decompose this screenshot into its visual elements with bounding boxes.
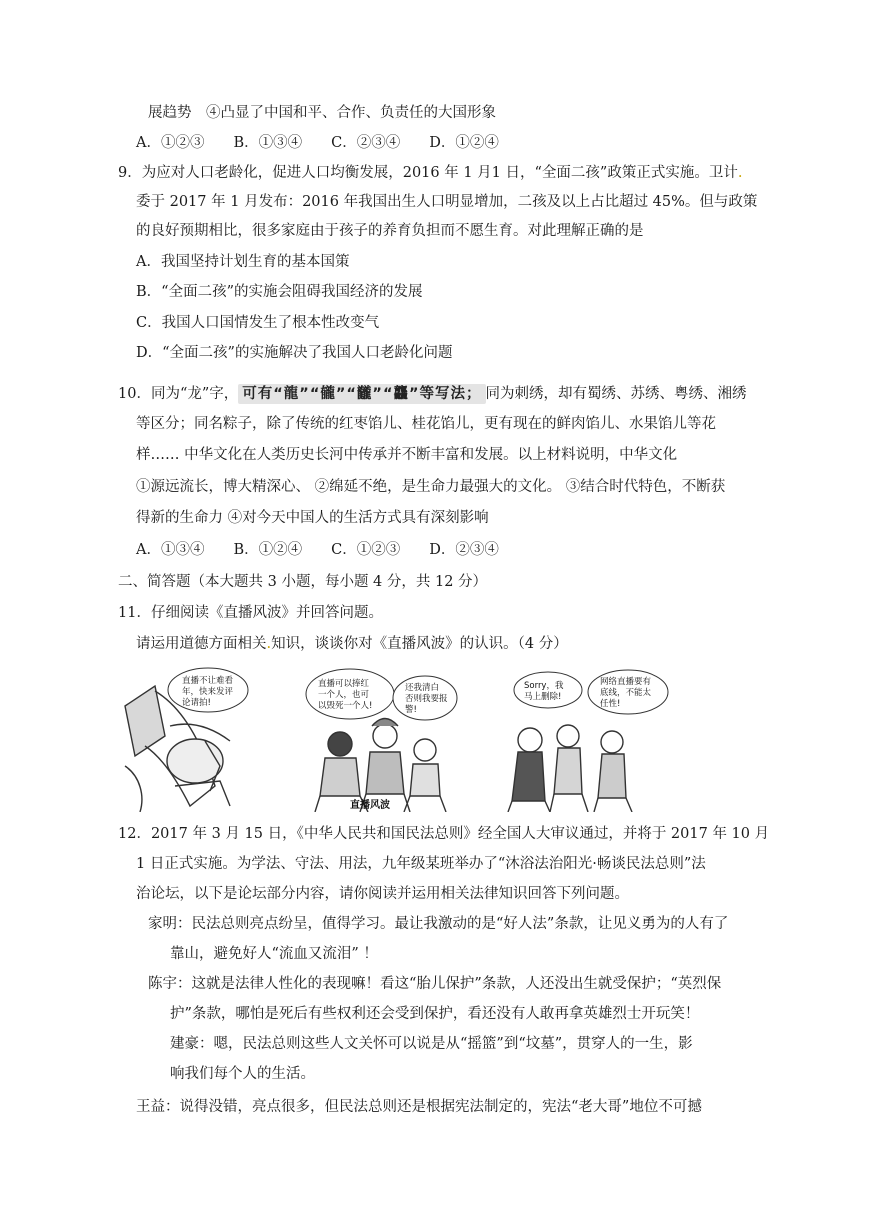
q11-stem-text-a: 请运用道德方面相关 — [136, 636, 267, 652]
q8-options: A．①②③ B．①③④ C．②③④ D．①②④ — [136, 135, 499, 151]
q9-stem-line-2: 委于 2017 年 1 月发布：2016 年我国出生人口明显增加，二孩及以上占比超过 45%。但与政策 — [136, 194, 758, 210]
q10-stem-text-a: 10．同为“龙”字， — [118, 386, 239, 402]
bubble-2-line-3: 以毁死一个人! — [318, 701, 373, 711]
q10-stem-line-4: ①源远流长，博大精深心、 ②绵延不绝，是生命力最强大的文化。 ③结合时代特色，不断获 — [136, 479, 726, 495]
q10-stem-line-2: 等区分；同名粽子，除了传统的红枣馅儿、桂花馅儿，更有现在的鲜肉馅儿、水果馅儿等花 — [136, 416, 716, 432]
q10-stem-line-1 — [118, 384, 747, 404]
q9-dot-mark: . — [737, 165, 743, 181]
q12-jianhao-line-2: 响我们每个人的生活。 — [170, 1066, 315, 1082]
q12-stem-line-3: 治论坛，以下是论坛部分内容，请你阅读并运用相关法律知识回答下列问题。 — [136, 886, 629, 902]
bubble-4-line-1: Sorry，我 — [524, 681, 564, 691]
bubble-2-line-1: 直播可以捧红 — [318, 679, 370, 689]
q12-jiaming-line-2: 靠山，避免好人“流血又流泪” ！ — [170, 946, 378, 962]
q9-stem-line-3: 的良好预期相比，很多家庭由于孩子的养育负担而不愿生育。对此理解正确的是 — [136, 223, 644, 239]
bubble-1-line-1: 直播不让难看 — [182, 676, 234, 686]
bubble-2-line-2: 一个人，也可 — [318, 690, 370, 700]
bubble-3-line-2: 否则我要报 — [405, 694, 448, 704]
q10-stem-line-5: 得新的生命力 ④对今天中国人的生活方式具有深刻影响 — [136, 510, 489, 526]
q9-option-a: A．我国坚持计划生育的基本国策 — [136, 254, 350, 270]
bubble-3-line-1: 还我清白 — [405, 683, 440, 693]
q12-stem-line-2: 1 日正式实施。为学法、守法、用法，九年级某班举办了“沐浴法治阳光·畅谈民法总则”法 — [136, 856, 706, 872]
bubble-5-line-3: 任性! — [600, 699, 621, 709]
q12-jiaming-line-1: 家明：民法总则亮点纷呈，值得学习。最让我激动的是“好人法”条款，让见义勇为的人有了 — [148, 916, 729, 932]
comic-panel-3 — [508, 725, 632, 812]
q11-stem-text-b: 知识，谈谈你对《直播风波》的认识。（4 分） — [271, 636, 568, 652]
comic-panel-2 — [315, 719, 446, 813]
q9-stem-text: 9．为应对人口老龄化，促进人口均衡发展，2016 年 1 月1 日，“全面二孩”政策正式实施。卫计 — [118, 165, 738, 181]
bubble-1-line-3: 论请拍! — [182, 698, 211, 708]
bubble-1-line-2: 年，快来发评 — [182, 687, 234, 697]
q9-option-d: D．“全面二孩”的实施解决了我国人口老龄化问题 — [136, 345, 453, 361]
bubble-4-line-2: 马上删除! — [524, 692, 562, 702]
q12-jianhao-line-1: 建豪：嗯，民法总则这些人文关怀可以说是从“摇篮”到“坟墓”，贯穿人的一生，影 — [170, 1036, 693, 1052]
bubble-5-line-2: 底线，不能太 — [600, 688, 652, 698]
q9-option-c: C．我国人口国情发生了根本性改变气 — [136, 315, 380, 331]
q10-stem-line-3: 样…… 中华文化在人类历史长河中传承并不断丰富和发展。以上材料说明，中华文化 — [136, 447, 678, 463]
comic-caption: 直播风波 — [350, 800, 390, 811]
q12-chenyu-line-2: 护”条款，哪怕是死后有些权利还会受到保护，看还没有人敢再拿英雄烈士开玩笑！ — [170, 1006, 700, 1022]
section-heading: 二、简答题（本大题共 3 小题，每小题 4 分，共 12 分） — [118, 574, 488, 590]
q11-stem-line-2 — [136, 634, 568, 654]
q11-stem-line-1: 11．仔细阅读《直播风波》并回答问题。 — [118, 605, 383, 621]
bubble-3-line-3: 警! — [405, 705, 417, 715]
q12-chenyu-line-1: 陈宇：这就是法律人性化的表现嘛！看这“胎儿保护”条款，人还没出生就受保护；“英烈保 — [148, 976, 722, 992]
bubble-5-line-1: 网络直播要有 — [600, 677, 652, 687]
dragon-calligraphy-image: 可有“龍”“龓”“龖”“龘”等写法； — [238, 384, 485, 404]
comic-illustration — [120, 666, 700, 812]
q10-options: A．①③④ B．①②④ C．①②③ D．②③④ — [136, 542, 499, 558]
q12-stem-line-1: 12．2017 年 3 月 15 日，《中华人民共和国民法总则》经全国人大审议通过，并将于 2017 年 10 月 — [118, 826, 770, 842]
q8-text-continuation: 展趋势 ④凸显了中国和平、合作、负责任的大国形象 — [148, 105, 496, 121]
q9-option-b: B．“全面二孩”的实施会阻碍我国经济的发展 — [136, 284, 423, 300]
q12-wangyi-line-1: 王益：说得没错，亮点很多，但民法总则还是根据宪法制定的，宪法“老大哥”地位不可撼 — [136, 1099, 702, 1115]
q11-dot-mark: . — [266, 636, 272, 652]
q9-stem-line-1 — [118, 163, 742, 183]
q10-stem-text-b: 同为刺绣，却有蜀绣、苏绣、粤绣、湘绣 — [485, 386, 747, 402]
